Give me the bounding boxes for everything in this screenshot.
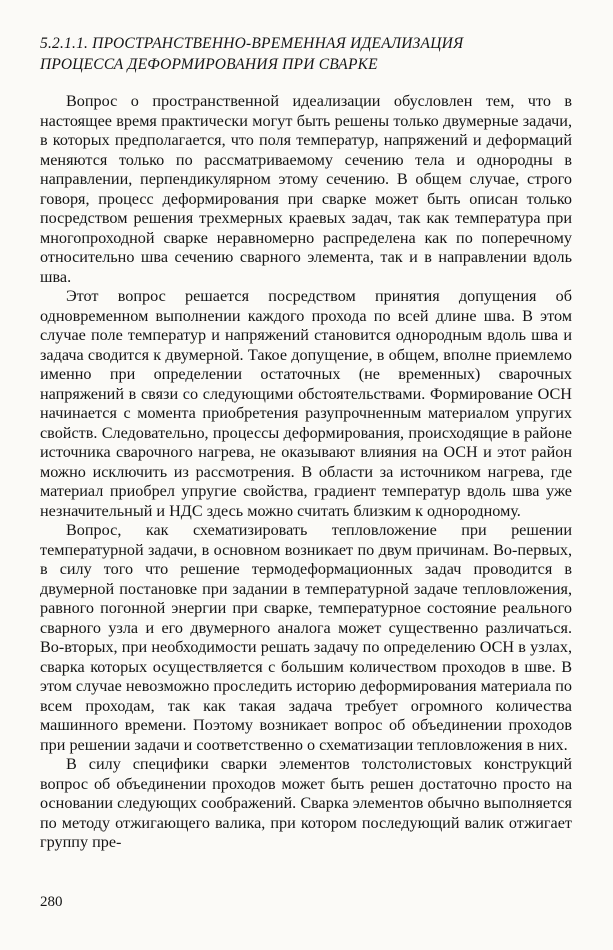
paragraph-2: Этот вопрос решается посредством принятия допущения об одновременном выполнении каждого прохода по всей длине шва. В этом случае поле температур и напряжений становится однородным вдоль шва и задача сводится к двумерной. Такое допущение, в общем, вполне приемлемо именно при определении остаточных (не временных) сварочных напряжений в связи со следующими обстоятельствами. Формирование ОСН начинается с момента приобретения разупрочненным материалом упругих свойств. Следовательно, процессы деформирования, происходящие в районе источника сварочного нагрева, не оказывают влияния на ОСН и этот район можно исключить из рассмотрения. В области за источником нагрева, где материал приобрел упругие свойства, градиент температур вдоль шва уже незначительный и НДС здесь можно считать близким к однородному. xyxy=(40,287,572,520)
page-number: 280 xyxy=(40,894,63,910)
paragraph-4: В силу специфики сварки элементов толстолистовых конструкций вопрос об объединении проходов может быть решен достаточно просто на основании следующих соображений. Сварка элементов обычно выполняется по методу отжигающего валика, при котором последующий валик отжигает группу пре- xyxy=(40,755,572,851)
body-text xyxy=(40,92,572,853)
section-heading-line-1: 5.2.1.1. ПРОСТРАНСТВЕННО-ВРЕМЕННАЯ ИДЕАЛИЗАЦИЯ xyxy=(40,35,464,52)
section-heading xyxy=(40,33,580,75)
paragraph-1: Вопрос о пространственной идеализации обусловлен тем, что в настоящее время практически могут быть решены только двумерные задачи, в которых предполагается, что поля температур, напряжений и деформаций меняются только по рассматриваемому сечению тела и однородны в направлении, перпендикулярном этому сечению. В общем случае, строго говоря, процесс деформирования при сварке может быть описан только посредством решения трехмерных краевых задач, так как температура при многопроходной сварке неравномерно распределена как по поперечному относительно шва сечению сварного элемента, так и в направлении вдоль шва. xyxy=(40,92,572,286)
paragraph-3: Вопрос, как схематизировать тепловложение при решении температурной задачи, в основном возникает по двум причинам. Во-первых, в силу того что решение термодеформационных задач проводится в двумерной постановке при задании в температурной задаче тепловложения, равного погонной энергии при сварке, температурное состояние реального сварного узла и его двумерного аналога может существенно различаться. Во-вторых, при необходимости решать задачу по определению ОСН в узлах, сварка которых осуществляется с большим количеством проходов в шве. В этом случае невозможно проследить историю деформирования материала по всем проходам, так как такая задача требует огромного количества машинного времени. Поэтому возникает вопрос об объединении проходов при решении задачи и соответственно о схематизации тепловложения в них. xyxy=(40,521,572,754)
section-heading-line-2: ПРОЦЕССА ДЕФОРМИРОВАНИЯ ПРИ СВАРКЕ xyxy=(40,56,378,73)
